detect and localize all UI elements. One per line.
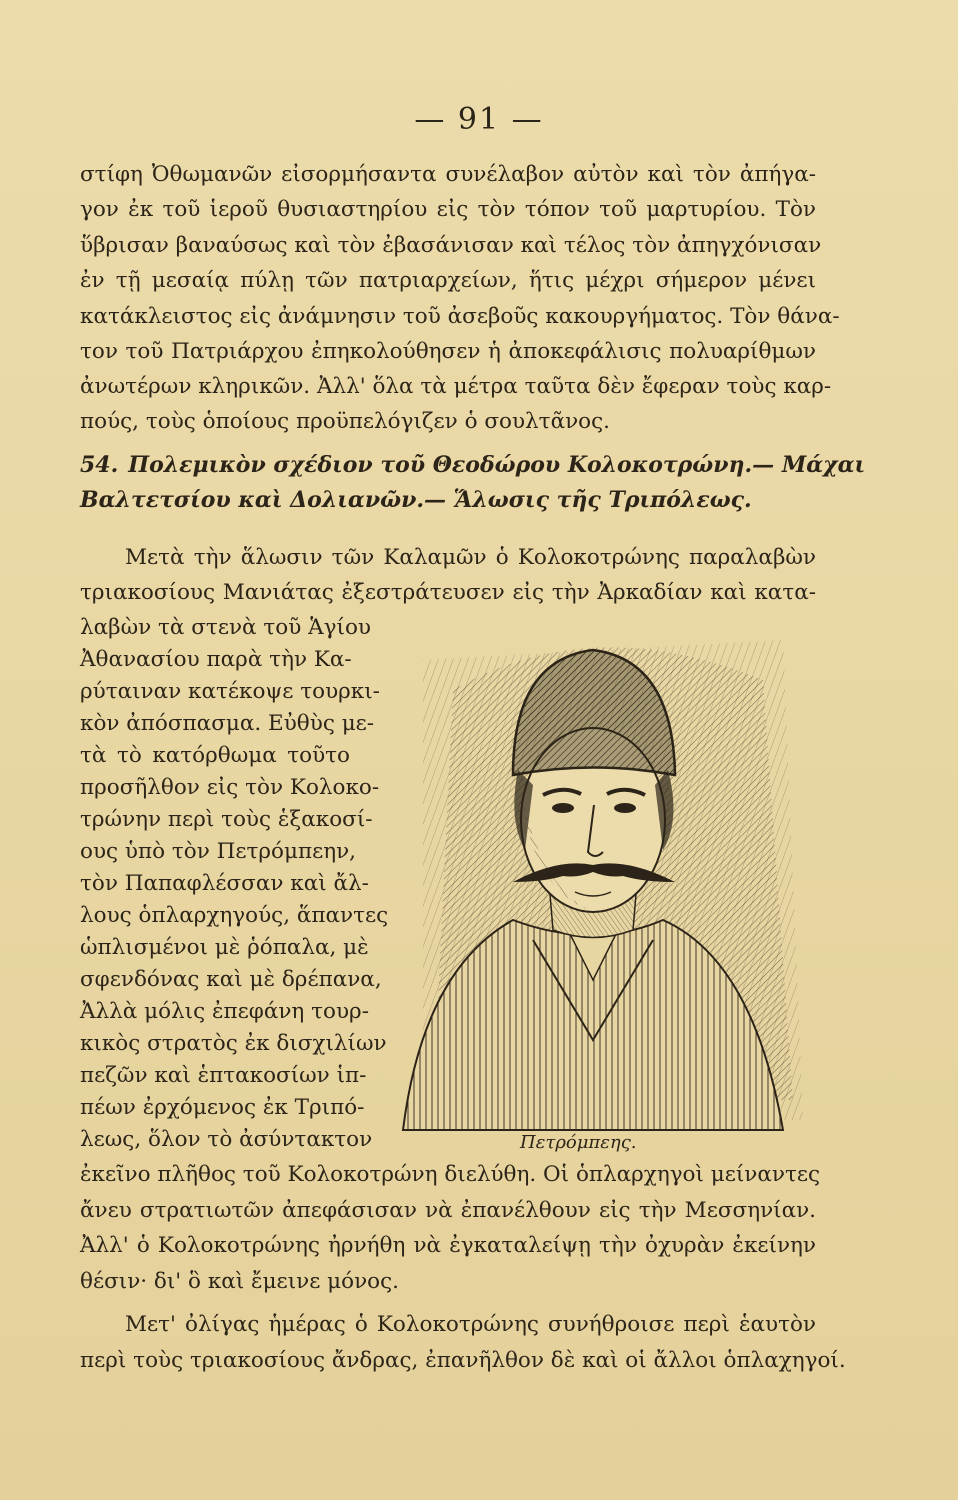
text-line: ἄνευ στρατιωτῶν ἀπεφάσισαν νὰ ἐπανέλθουν εἰς τὴν Μεσσηνίαν. xyxy=(80,1198,816,1223)
text-line: σφενδόνας καὶ μὲ δρέπανα, xyxy=(80,967,382,992)
text-line: ρύταιναν κατέκοψε τουρκι- xyxy=(80,679,380,704)
text-line: ἀνωτέρων κληρικῶν. Ἀλλ' ὅλα τὰ μέτρα ταῦτα δὲν ἔφεραν τοὺς καρ- xyxy=(80,374,832,399)
text-line: κικὸς στρατὸς ἐκ δισχιλίων xyxy=(80,1031,387,1056)
section-title-2: Βαλτετσίου καὶ Δολιανῶν.— Ἅλωσις τῆς Τριπόλεως. xyxy=(80,487,752,513)
text-line: ους ὑπὸ τὸν Πετρόμπεην, xyxy=(80,839,357,864)
text-line: γον ἐκ τοῦ ἱεροῦ θυσιαστηρίου εἰς τὸν τόπον τοῦ μαρτυρίου. Τὸν xyxy=(80,197,816,222)
text-line: Ἀλλ' ὁ Κολοκοτρώνης ἠρνήθη νὰ ἐγκαταλείψῃ τὴν ὀχυρὰν ἐκείνην xyxy=(80,1233,816,1258)
section-heading-line-1 xyxy=(80,449,865,481)
text-line: προσῆλθον εἰς τὸν Κολοκο- xyxy=(80,775,380,800)
text-line: ὕβρισαν βαναύσως καὶ τὸν ἐβασάνισαν καὶ τέλος τὸν ἀπηγχόνισαν xyxy=(80,233,822,258)
text-line: στίφη Ὀθωμανῶν εἰσορμήσαντα συνέλαβον αὐτὸν καὶ τὸν ἀπήγα- xyxy=(80,162,816,187)
text-line: Μετ' ὀλίγας ἡμέρας ὁ Κολοκοτρώνης συνήθροισε περὶ ἑαυτὸν xyxy=(125,1312,816,1337)
section-title-1: Πολεμικὸν σχέδιον τοῦ Θεοδώρου Κολοκοτρώνη.— Μάχαι xyxy=(128,452,866,478)
text-line: κατάκλειστος εἰς ἀνάμνησιν τοῦ ἀσεβοῦς κακουργήματος. Τὸν θάνα- xyxy=(80,304,840,329)
text-line: Μετὰ τὴν ἅλωσιν τῶν Καλαμῶν ὁ Κολοκοτρώνης παραλαβὼν xyxy=(125,545,816,570)
text-line: περὶ τοὺς τριακοσίους ἄνδρας, ἐπανῆλθον δὲ καὶ οἱ ἄλλοι ὁπλαχηγοί. xyxy=(80,1348,846,1373)
petrobey-portrait-engraving xyxy=(363,620,823,1140)
text-line: τὰ τὸ κατόρθωμα τοῦτο xyxy=(80,743,350,768)
text-line: λαβὼν τὰ στενὰ τοῦ Ἁγίου xyxy=(80,615,371,640)
text-line: πούς, τοὺς ὁποίους προϋπελόγιζεν ὁ σουλτᾶνος. xyxy=(80,409,610,434)
page-number: — 91 — xyxy=(414,102,544,137)
text-line: λους ὁπλαρχηγούς, ἅπαντες xyxy=(80,903,389,928)
portrait-caption: Πετρόμπεης. xyxy=(520,1132,637,1153)
text-line: ἐκεῖνο πλῆθος τοῦ Κολοκοτρώνη διελύθη. Οἱ ὁπλαρχηγοὶ μείναντες xyxy=(80,1162,821,1187)
text-line: τον τοῦ Πατριάρχου ἐπηκολούθησεν ἡ ἀποκεφάλισις πολυαρίθμων xyxy=(80,339,816,364)
text-line: τρώνην περὶ τοὺς ἑξακοσί- xyxy=(80,807,373,832)
section-number: 54. xyxy=(80,452,119,478)
text-line: Ἀθανασίου παρὰ τὴν Κα- xyxy=(80,647,352,672)
text-line: πέων ἐρχόμενος ἐκ Τριπό- xyxy=(80,1095,365,1120)
text-line: θέσιν· δι' ὃ καὶ ἔμεινε μόνος. xyxy=(80,1269,399,1294)
text-line: λεως, ὅλον τὸ ἀσύντακτον xyxy=(80,1127,373,1152)
text-line: τριακοσίους Μανιάτας ἐξεστράτευσεν εἰς τὴν Ἀρκαδίαν καὶ κατα- xyxy=(80,580,816,605)
text-line: ὡπλισμένοι μὲ ῥόπαλα, μὲ xyxy=(80,935,369,960)
text-line: κὸν ἀπόσπασμα. Εὐθὺς με- xyxy=(80,711,375,736)
text-line: ἐν τῇ μεσαίᾳ πύλῃ τῶν πατριαρχείων, ἥτις μέχρι σήμερον μένει xyxy=(80,268,816,293)
text-line: Ἀλλὰ μόλις ἐπεφάνη τουρ- xyxy=(80,999,369,1024)
text-line: πεζῶν καὶ ἑπτακοσίων ἱπ- xyxy=(80,1063,367,1088)
text-line: τὸν Παπαφλέσσαν καὶ ἄλ- xyxy=(80,871,369,896)
